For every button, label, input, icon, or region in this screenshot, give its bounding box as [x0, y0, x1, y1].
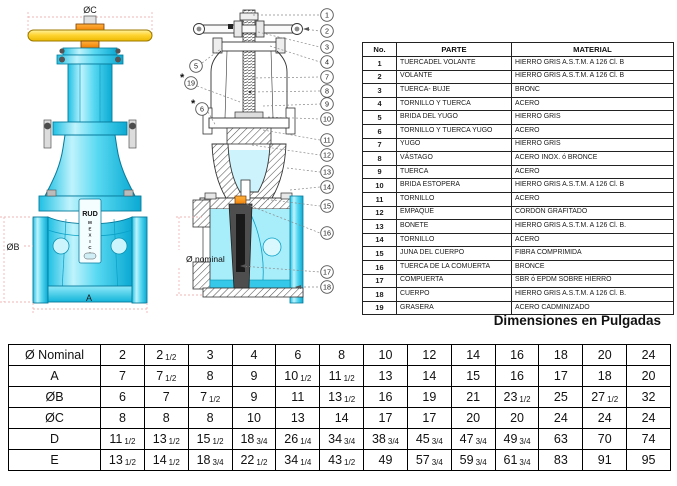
- parts-table-row: [363, 206, 674, 220]
- asterisk-marker: *: [191, 98, 196, 110]
- parts-parte-cell: TORNILLO Y TUERCA: [397, 97, 512, 111]
- dimension-value-cell: 23 1/2: [495, 387, 539, 408]
- dimension-value-cell: 10: [364, 345, 408, 366]
- parts-material-cell: HIERRO GRIS A.S.T.M. A 126 Cl. B: [512, 179, 674, 193]
- callout-number: 15: [323, 201, 331, 211]
- dimensions-table-row: [9, 345, 671, 366]
- parts-material-cell: SBR ó EPDM SOBRE HIERRO: [512, 274, 674, 288]
- dimension-value-cell: 63: [539, 429, 583, 450]
- callouts-left: [180, 60, 208, 116]
- parts-no-cell: 12: [363, 206, 397, 220]
- brand-letter: E: [88, 226, 92, 232]
- dimension-value-cell: 9: [232, 366, 276, 387]
- parts-material-cell: ACERO CADMINIZADO: [512, 301, 674, 315]
- parts-material-cell: ACERO INOX. ó BRONCE: [512, 152, 674, 166]
- parts-table-row: [363, 192, 674, 206]
- parts-table-row: [363, 138, 674, 152]
- callout-number: 8: [325, 86, 329, 96]
- dimension-value-cell: 17: [364, 408, 408, 429]
- parts-table-header-row: [363, 43, 674, 57]
- dimension-value-cell: 17: [407, 408, 451, 429]
- dimensions-table: [8, 344, 671, 471]
- parts-no-cell: 17: [363, 274, 397, 288]
- parts-no-cell: 14: [363, 233, 397, 247]
- dimension-value-cell: 7 1/2: [144, 366, 188, 387]
- dimension-value-cell: 8: [320, 345, 364, 366]
- parts-material-cell: ACERO: [512, 97, 674, 111]
- dimension-value-cell: 14: [451, 345, 495, 366]
- parts-parte-cell: TUERCA- BUJE: [397, 84, 512, 98]
- parts-parte-cell: CUERPO: [397, 288, 512, 302]
- parts-no-cell: 15: [363, 247, 397, 261]
- callout-number: 19: [187, 78, 195, 88]
- yoke-column: [68, 64, 112, 122]
- parts-table-row: [363, 152, 674, 166]
- section-view: [176, 9, 333, 303]
- dimension-value-cell: 10 1/2: [276, 366, 320, 387]
- parts-material-cell: HIERRO GRIS: [512, 111, 674, 125]
- dimension-row-label: ØC: [9, 408, 101, 429]
- dimension-value-cell: 59 3/4: [451, 450, 495, 471]
- brand-letter: I: [89, 238, 91, 244]
- parts-no-cell: 18: [363, 288, 397, 302]
- dimension-value-cell: 13 1/2: [144, 429, 188, 450]
- parts-table-row: [363, 260, 674, 274]
- brand-letter: M: [88, 220, 92, 225]
- brand-letter: C: [88, 245, 92, 251]
- parts-header-parte: PARTE: [397, 43, 512, 57]
- dimension-value-cell: 15 1/2: [188, 429, 232, 450]
- brand-nameplate: [79, 199, 101, 263]
- parts-material-cell: CORDÓN GRAFITADO: [512, 206, 674, 220]
- body-flange-right: [132, 217, 147, 303]
- parts-parte-cell: BONETE: [397, 220, 512, 234]
- parts-table-row: [363, 233, 674, 247]
- dimension-value-cell: 38 3/4: [364, 429, 408, 450]
- parts-material-cell: FIBRA COMPRIMIDA: [512, 247, 674, 261]
- dimension-value-cell: 11 1/2: [320, 366, 364, 387]
- dimension-value-cell: 27 1/2: [583, 387, 627, 408]
- parts-no-cell: 8: [363, 152, 397, 166]
- dimension-row-label: E: [9, 450, 101, 471]
- parts-header-material: MATERIAL: [512, 43, 674, 57]
- parts-parte-cell: VÁSTAGO: [397, 152, 512, 166]
- parts-no-cell: 6: [363, 124, 397, 138]
- dimension-value-cell: 25: [539, 387, 583, 408]
- dimension-value-cell: 20: [627, 366, 671, 387]
- parts-no-cell: 13: [363, 220, 397, 234]
- dimension-value-cell: 8: [144, 408, 188, 429]
- dimension-value-cell: 34 1/4: [276, 450, 320, 471]
- dimension-value-cell: 6: [101, 387, 145, 408]
- callout-number: 18: [323, 282, 331, 292]
- callout-number: 5: [194, 61, 198, 71]
- parts-parte-cell: BRIDA DEL YUGO: [397, 111, 512, 125]
- handwheel-section: [197, 25, 299, 33]
- callout-number: 16: [323, 228, 331, 238]
- dimension-value-cell: 32: [627, 387, 671, 408]
- asterisk-marker: *: [180, 72, 185, 84]
- parts-no-cell: 4: [363, 97, 397, 111]
- valve-diagrams: [0, 0, 360, 320]
- callout-number: 11: [323, 135, 331, 145]
- dimensions-table-row: [9, 450, 671, 471]
- dimension-value-cell: 9: [232, 387, 276, 408]
- dimension-value-cell: 7 1/2: [188, 387, 232, 408]
- dimension-value-cell: 13 1/2: [320, 387, 364, 408]
- callout-number: 13: [323, 167, 331, 177]
- dimension-value-cell: 18: [539, 345, 583, 366]
- parts-no-cell: 2: [363, 70, 397, 84]
- parts-parte-cell: TORNILLO: [397, 192, 512, 206]
- parts-table-row: [363, 165, 674, 179]
- callout-number: 1: [325, 10, 329, 20]
- dimension-value-cell: 6: [276, 345, 320, 366]
- parts-material-cell: ACERO: [512, 124, 674, 138]
- stem-cap: [84, 16, 96, 24]
- dimension-value-cell: 2 1/2: [144, 345, 188, 366]
- parts-header-no: No.: [363, 43, 397, 57]
- parts-material-cell: BRONCE: [512, 260, 674, 274]
- dimension-value-cell: 20: [451, 408, 495, 429]
- dimension-value-cell: 24: [627, 345, 671, 366]
- dimension-value-cell: 22 1/2: [232, 450, 276, 471]
- parts-no-cell: 19: [363, 301, 397, 315]
- dimension-value-cell: 14: [407, 366, 451, 387]
- dimension-value-cell: 19: [407, 387, 451, 408]
- dimension-value-cell: 13: [276, 408, 320, 429]
- dimension-value-cell: 15: [451, 366, 495, 387]
- dimension-value-cell: 45 3/4: [407, 429, 451, 450]
- parts-material-cell: ACERO: [512, 233, 674, 247]
- callout-number: 10: [323, 114, 331, 124]
- dimensions-table-row: [9, 408, 671, 429]
- parts-no-cell: 10: [363, 179, 397, 193]
- parts-parte-cell: TUERCADEL VOLANTE: [397, 57, 512, 71]
- dimension-value-cell: 12: [407, 345, 451, 366]
- parts-table-row: [363, 179, 674, 193]
- dimension-value-cell: 8: [188, 366, 232, 387]
- dimension-value-cell: 8: [101, 408, 145, 429]
- parts-table-row: [363, 124, 674, 138]
- dimension-value-cell: 13: [364, 366, 408, 387]
- dimension-value-cell: 49 3/4: [495, 429, 539, 450]
- dimensions-table-row: [9, 429, 671, 450]
- parts-material-cell: HIERRO GRIS A.S.T.M. A 126 Cl. B: [512, 57, 674, 71]
- parts-table-row: [363, 274, 674, 288]
- parts-parte-cell: TORNILLO: [397, 233, 512, 247]
- parts-no-cell: 1: [363, 57, 397, 71]
- dimension-value-cell: 21: [451, 387, 495, 408]
- body-flange-left: [33, 217, 48, 303]
- dimension-value-cell: 83: [539, 450, 583, 471]
- dim-label-ob: ØB: [6, 242, 20, 252]
- dimension-value-cell: 11: [276, 387, 320, 408]
- dimension-value-cell: 70: [583, 429, 627, 450]
- dimension-value-cell: 61 3/4: [495, 450, 539, 471]
- bonnet-bell: [45, 135, 135, 196]
- dimension-value-cell: 91: [583, 450, 627, 471]
- dimensions-table-row: [9, 387, 671, 408]
- dimension-value-cell: 17: [539, 366, 583, 387]
- dimension-value-cell: 18 3/4: [188, 450, 232, 471]
- parts-parte-cell: YUGO: [397, 138, 512, 152]
- parts-table-row: [363, 57, 674, 71]
- dimension-value-cell: 3: [188, 345, 232, 366]
- dimension-value-cell: 4: [232, 345, 276, 366]
- dimension-value-cell: 16: [364, 387, 408, 408]
- parts-material-cell: HIERRO GRIS A.S.T.M. A 126 Cl. B: [512, 70, 674, 84]
- parts-no-cell: 16: [363, 260, 397, 274]
- parts-material-cell: ACERO: [512, 192, 674, 206]
- dimension-value-cell: 8: [188, 408, 232, 429]
- parts-material-cell: HIERRO GRIS A.S.T.M. A 126 Cl. B.: [512, 288, 674, 302]
- dim-label-oc: ØC: [83, 5, 97, 15]
- dimension-value-cell: 57 3/4: [407, 450, 451, 471]
- dimension-value-cell: 24: [583, 408, 627, 429]
- wheel-nut: [81, 41, 99, 48]
- dimension-value-cell: 18 3/4: [232, 429, 276, 450]
- dimension-row-label: D: [9, 429, 101, 450]
- brand-letter: X: [88, 232, 92, 238]
- parts-no-cell: 11: [363, 192, 397, 206]
- dimension-value-cell: 14 1/2: [144, 450, 188, 471]
- parts-table-row: [363, 97, 674, 111]
- parts-no-cell: 7: [363, 138, 397, 152]
- dimension-value-cell: 7: [101, 366, 145, 387]
- dimension-value-cell: 24: [539, 408, 583, 429]
- parts-table-body: [363, 57, 674, 315]
- front-view: [0, 5, 152, 313]
- parts-no-cell: 3: [363, 84, 397, 98]
- dimension-value-cell: 47 3/4: [451, 429, 495, 450]
- dimension-value-cell: 2: [101, 345, 145, 366]
- callout-number: 17: [323, 267, 331, 277]
- callout-number: 6: [200, 104, 204, 114]
- dimension-value-cell: 95: [627, 450, 671, 471]
- dimension-value-cell: 24: [627, 408, 671, 429]
- parts-parte-cell: GRASERA: [397, 301, 512, 315]
- parts-parte-cell: EMPAQUE: [397, 206, 512, 220]
- parts-table-row: [363, 111, 674, 125]
- parts-table-row: [363, 84, 674, 98]
- parts-parte-cell: COMPUERTA: [397, 274, 512, 288]
- callout-number: 14: [323, 182, 331, 192]
- parts-table-row: [363, 220, 674, 234]
- callout-number: 12: [323, 150, 331, 160]
- parts-parte-cell: BRIDA ESTOPERA: [397, 179, 512, 193]
- dimension-row-label: ØB: [9, 387, 101, 408]
- dimension-value-cell: 18: [583, 366, 627, 387]
- parts-material-cell: BRONC: [512, 84, 674, 98]
- dim-label-a: A: [85, 293, 93, 303]
- dimension-row-label: Ø Nominal: [9, 345, 101, 366]
- parts-no-cell: 9: [363, 165, 397, 179]
- parts-material-cell: HIERRO GRIS: [512, 138, 674, 152]
- dimension-row-label: A: [9, 366, 101, 387]
- dimensions-table-row: [9, 366, 671, 387]
- callout-number: 2: [325, 26, 329, 36]
- callouts-right: [321, 9, 334, 294]
- brand-name: RUD: [82, 209, 98, 218]
- dimension-value-cell: 7: [144, 387, 188, 408]
- dim-label-nominal: Ø nominal: [186, 254, 225, 264]
- dimension-value-cell: 20: [495, 408, 539, 429]
- dimensions-table-body: [9, 345, 671, 471]
- dimension-value-cell: 13 1/2: [101, 450, 145, 471]
- parts-table: [362, 42, 674, 315]
- dimension-value-cell: 43 1/2: [320, 450, 364, 471]
- callout-number: 9: [325, 99, 329, 109]
- dimension-value-cell: 11 1/2: [101, 429, 145, 450]
- handwheel: [28, 30, 152, 41]
- dimension-value-cell: 14: [320, 408, 364, 429]
- dimension-value-cell: 20: [583, 345, 627, 366]
- parts-table-row: [363, 288, 674, 302]
- parts-table-row: [363, 247, 674, 261]
- parts-parte-cell: TORNILLO Y TUERCA YUGO: [397, 124, 512, 138]
- parts-material-cell: ACERO: [512, 165, 674, 179]
- callout-number: 4: [325, 57, 329, 67]
- parts-parte-cell: JUNA DEL CUERPO: [397, 247, 512, 261]
- parts-table-row: [363, 70, 674, 84]
- dimension-value-cell: 16: [495, 366, 539, 387]
- dimension-value-cell: 26 1/4: [276, 429, 320, 450]
- dimension-value-cell: 49: [364, 450, 408, 471]
- parts-material-cell: HIERRO GRIS A.S.T.M. A 126 Cl. B.: [512, 220, 674, 234]
- parts-parte-cell: TUERCA: [397, 165, 512, 179]
- parts-parte-cell: VOLANTE: [397, 70, 512, 84]
- dimensions-title: Dimensiones en Pulgadas: [493, 313, 661, 328]
- parts-parte-cell: TUERCA DE LA COMUERTA: [397, 260, 512, 274]
- callout-number: 3: [325, 42, 329, 52]
- dimension-value-cell: 74: [627, 429, 671, 450]
- dimension-value-cell: 16: [495, 345, 539, 366]
- callout-number: 7: [325, 72, 329, 82]
- dimension-value-cell: 10: [232, 408, 276, 429]
- parts-no-cell: 5: [363, 111, 397, 125]
- dimension-value-cell: 34 3/4: [320, 429, 364, 450]
